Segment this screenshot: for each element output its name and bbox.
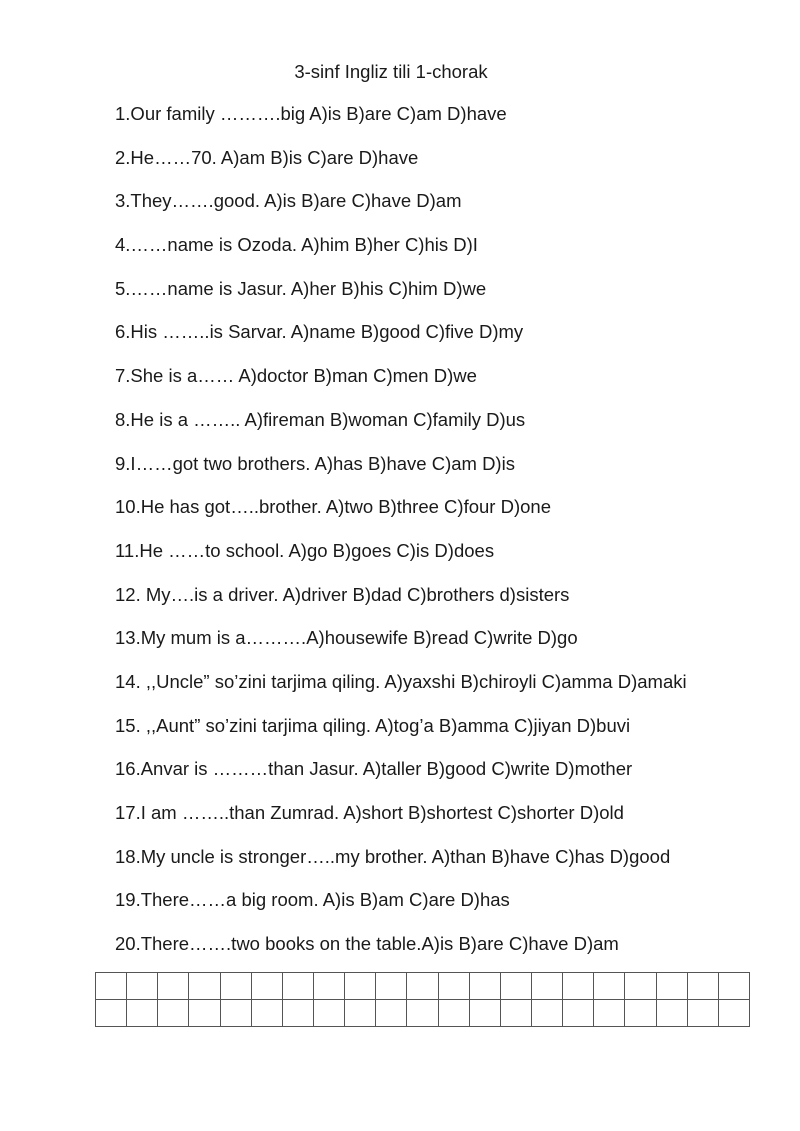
answer-grid-cell xyxy=(625,973,656,1000)
question-16: 16.Anvar is ………than Jasur. A)taller B)good C)write D)mother xyxy=(115,758,633,780)
answer-grid-cell xyxy=(189,973,220,1000)
answer-grid-cell xyxy=(376,973,407,1000)
answer-grid-cell xyxy=(282,973,313,1000)
answer-grid-cell xyxy=(469,1000,500,1027)
answer-grid-cell xyxy=(656,973,687,1000)
answer-grid-cell xyxy=(469,973,500,1000)
answer-grid-cell xyxy=(313,973,344,1000)
answer-grid-cell xyxy=(531,973,562,1000)
answer-grid-cell xyxy=(500,973,531,1000)
question-10: 10.He has got…..brother. A)two B)three C)four D)one xyxy=(115,496,551,518)
answer-grid-cell xyxy=(282,1000,313,1027)
answer-grid-cell xyxy=(127,973,158,1000)
answer-grid-cell xyxy=(251,973,282,1000)
answer-grid-cell xyxy=(594,973,625,1000)
answer-grid-cell xyxy=(563,1000,594,1027)
question-18: 18.My uncle is stronger…..my brother. A)than B)have C)has D)good xyxy=(115,845,671,867)
question-5: 5.……name is Jasur. A)her B)his C)him D)we xyxy=(115,277,487,299)
answer-grid-cell xyxy=(158,1000,189,1027)
answer-grid-cell xyxy=(376,1000,407,1027)
answer-grid xyxy=(95,972,750,1027)
question-3: 3.They…….good. A)is B)are C)have D)am xyxy=(115,190,462,212)
question-11: 11.He ……to school. A)go B)goes C)is D)does xyxy=(115,539,495,561)
answer-grid-cell xyxy=(438,973,469,1000)
question-13: 13.My mum is a……….A)housewife B)read C)write D)go xyxy=(115,627,578,649)
answer-grid-cell xyxy=(718,973,749,1000)
answer-grid-cell xyxy=(189,1000,220,1027)
answer-grid-cell xyxy=(438,1000,469,1027)
answer-grid-cell xyxy=(96,973,127,1000)
answer-grid-row xyxy=(96,973,750,1000)
answer-grid-cell xyxy=(687,1000,718,1027)
question-19: 19.There……a big room. A)is B)am C)are D)has xyxy=(115,889,510,911)
answer-grid-cell xyxy=(407,973,438,1000)
question-8: 8.He is a …….. A)fireman B)woman C)family D)us xyxy=(115,408,526,430)
answer-grid-cell xyxy=(220,973,251,1000)
question-7: 7.She is a…… A)doctor B)man C)men D)we xyxy=(115,365,477,387)
answer-grid-row xyxy=(96,1000,750,1027)
question-9: 9.I……got two brothers. A)has B)have C)am D)is xyxy=(115,452,515,474)
answer-grid-cell xyxy=(220,1000,251,1027)
answer-grid-cell xyxy=(687,973,718,1000)
question-12: 12. My….is a driver. A)driver B)dad C)brothers d)sisters xyxy=(115,583,570,605)
answer-grid-cell xyxy=(718,1000,749,1027)
answer-grid-cell xyxy=(594,1000,625,1027)
answer-grid-cell xyxy=(313,1000,344,1027)
question-4: 4.……name is Ozoda. A)him B)her C)his D)I xyxy=(115,234,478,256)
answer-grid-cell xyxy=(158,973,189,1000)
answer-grid-cell xyxy=(251,1000,282,1027)
answer-grid-cell xyxy=(96,1000,127,1027)
question-15: 15. ,,Aunt” so’zini tarjima qiling. A)tog’a B)amma C)jiyan D)buvi xyxy=(115,714,631,736)
question-14: 14. ,,Uncle” so’zini tarjima qiling. A)yaxshi B)chiroyli C)amma D)amaki xyxy=(115,670,687,692)
question-20: 20.There…….two books on the table.A)is B)are C)have D)am xyxy=(115,933,619,955)
answer-grid-cell xyxy=(345,1000,376,1027)
answer-grid-cell xyxy=(625,1000,656,1027)
answer-grid-cell xyxy=(500,1000,531,1027)
question-list xyxy=(115,102,785,976)
worksheet-title: 3-sinf Ingliz tili 1-chorak xyxy=(294,61,488,82)
answer-grid-cell xyxy=(127,1000,158,1027)
question-6: 6.His ……..is Sarvar. A)name B)good C)five D)my xyxy=(115,321,524,343)
answer-grid-cell xyxy=(531,1000,562,1027)
answer-grid-cell xyxy=(407,1000,438,1027)
question-2: 2.He……70. A)am B)is C)are D)have xyxy=(115,146,419,168)
answer-grid-cell xyxy=(563,973,594,1000)
question-17: 17.I am ……..than Zumrad. A)short B)shortest C)shorter D)old xyxy=(115,802,624,823)
answer-grid-cell xyxy=(345,973,376,1000)
answer-grid-cell xyxy=(656,1000,687,1027)
question-1: 1.Our family ……….big A)is B)are C)am D)have xyxy=(115,103,507,124)
